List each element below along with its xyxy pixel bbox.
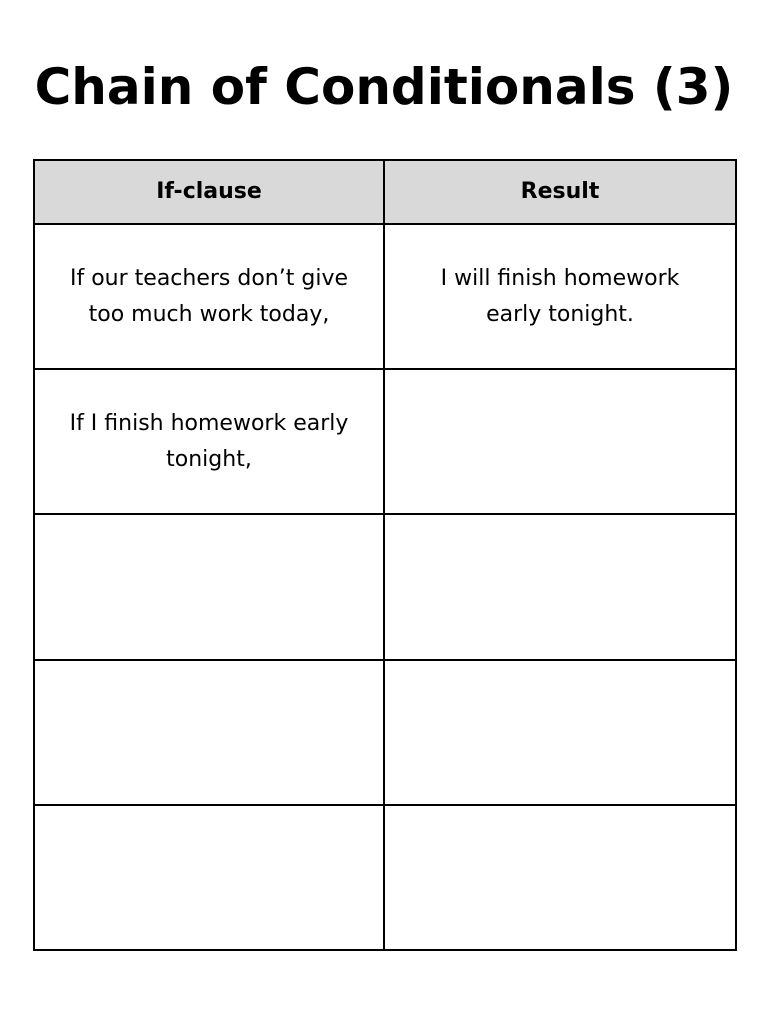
if-clause-cell[interactable] — [34, 660, 384, 805]
result-cell[interactable] — [384, 514, 736, 659]
if-clause-cell: If our teachers don’t give too much work today, — [34, 224, 384, 369]
header-if-clause: If-clause — [34, 160, 384, 224]
result-cell[interactable] — [384, 660, 736, 805]
table-header-row — [34, 160, 736, 224]
conditionals-table — [33, 159, 737, 951]
table-row — [34, 514, 736, 659]
result-cell[interactable] — [384, 369, 736, 514]
result-cell: I will finish homework early tonight. — [384, 224, 736, 369]
page-title: Chain of Conditionals (3) — [34, 58, 734, 116]
table-row — [34, 369, 736, 514]
header-result: Result — [384, 160, 736, 224]
if-clause-cell[interactable] — [34, 514, 384, 659]
if-clause-cell[interactable] — [34, 805, 384, 950]
table-row — [34, 224, 736, 369]
table-row — [34, 660, 736, 805]
result-cell[interactable] — [384, 805, 736, 950]
if-clause-cell: If I finish homework early tonight, — [34, 369, 384, 514]
table-row — [34, 805, 736, 950]
